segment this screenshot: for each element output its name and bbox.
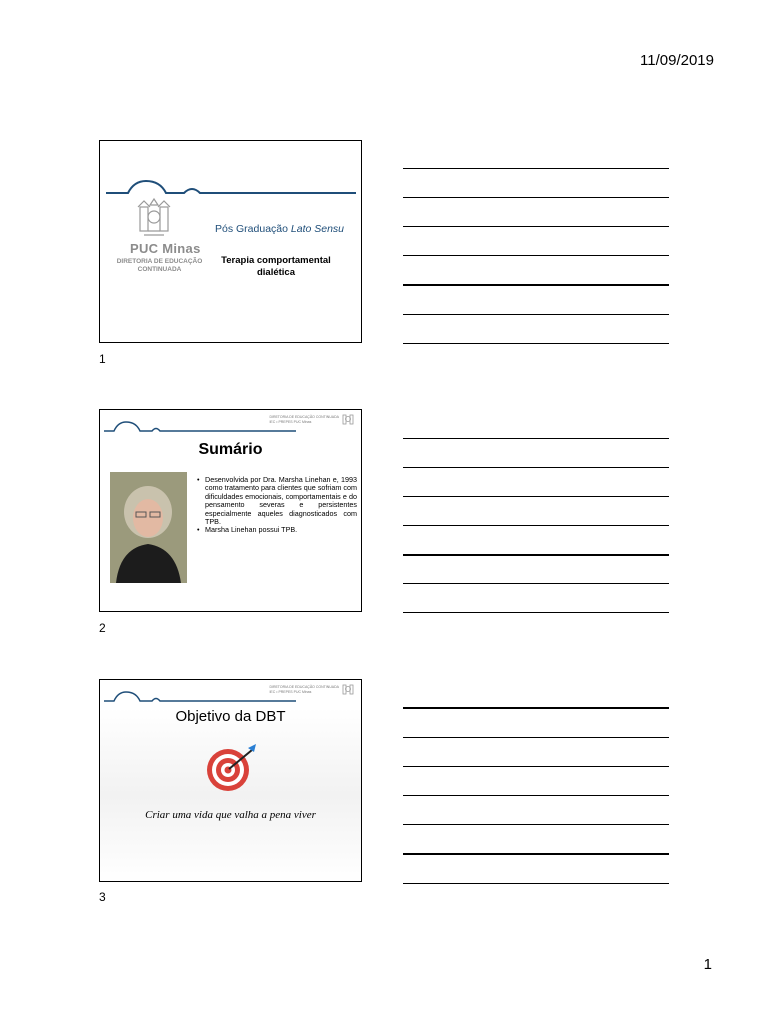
slide-1-title: Terapia comportamental dialética	[221, 255, 331, 278]
note-line	[403, 467, 669, 468]
slide-number-2: 2	[99, 621, 106, 635]
note-line	[403, 583, 669, 584]
puc-crest-icon	[134, 197, 174, 239]
note-line	[403, 853, 669, 855]
bullet-item: • Desenvolvida por Dra. Marsha Linehan e, 1993 como tratamento para clientes que sofriam com dificuldades emocionais, comportamentais e do pensamento severas e persistentes especialmente aqueles diagnosticados com TPB.	[205, 476, 357, 526]
slide-2-thumbnail	[99, 409, 362, 612]
puc-diretoria-text: DIRETORIA DE EDUCAÇÃO CONTINUADA	[116, 258, 203, 273]
note-line	[403, 824, 669, 825]
puc-crest-icon	[341, 682, 355, 696]
slide-number-1: 1	[99, 352, 106, 366]
note-line	[403, 554, 669, 556]
note-line	[403, 168, 669, 169]
slide-number-3: 3	[99, 890, 106, 904]
slide-2-title: Sumário	[198, 441, 263, 458]
slide-3-quote: Criar uma vida que valha a pena viver	[145, 809, 316, 821]
slide-2-bullets	[197, 476, 357, 535]
bullet-item: • Marsha Linehan possui TPB.	[205, 526, 357, 534]
slide-3-thumbnail	[99, 679, 362, 882]
header-arc-icon	[100, 175, 362, 195]
note-line	[403, 766, 669, 767]
puc-minas-name: PUC Minas	[130, 241, 201, 256]
slide-3-background	[100, 708, 361, 882]
note-line	[403, 795, 669, 796]
note-line	[403, 343, 669, 344]
note-line	[403, 255, 669, 256]
note-line	[403, 525, 669, 526]
note-line	[403, 496, 669, 497]
puc-crest-icon	[341, 412, 355, 426]
pos-graduacao-label: Pós Graduação Lato Sensu	[215, 223, 345, 235]
note-line	[403, 612, 669, 613]
slide-1-thumbnail	[99, 140, 362, 343]
note-line	[403, 438, 669, 439]
note-line	[403, 883, 669, 884]
note-line	[403, 707, 669, 709]
target-icon	[204, 742, 260, 792]
note-line	[403, 226, 669, 227]
note-line	[403, 284, 669, 286]
page-number: 1	[703, 956, 712, 973]
marsha-linehan-photo	[110, 472, 187, 583]
note-line	[403, 314, 669, 315]
note-line	[403, 737, 669, 738]
slide-header-text: DIRETORIA DE EDUCAÇÃO CONTINUADA IEC • PREPES PUC Minas	[269, 415, 339, 424]
slide-3-title: Objetivo da DBT	[175, 708, 286, 725]
print-date: 11/09/2019	[640, 52, 714, 69]
slide-header-text: DIRETORIA DE EDUCAÇÃO CONTINUADA IEC • PREPES PUC Minas	[269, 685, 339, 694]
note-line	[403, 197, 669, 198]
